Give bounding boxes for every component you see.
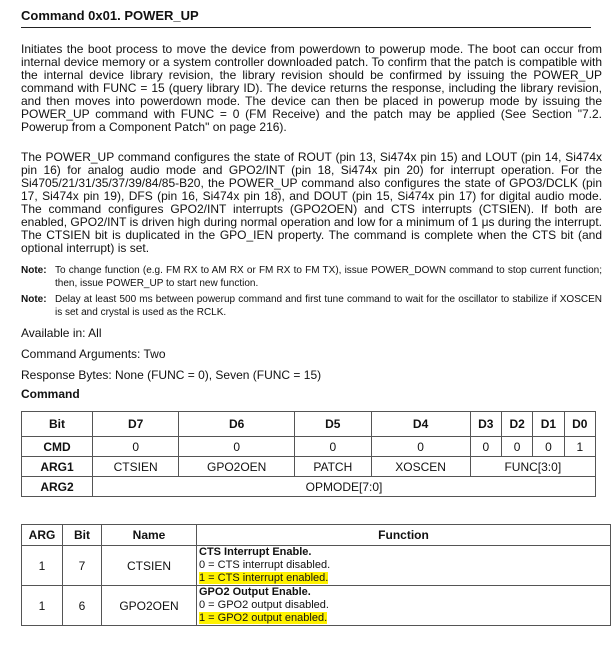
function-option: 0 = CTS interrupt disabled. [199, 559, 331, 571]
table-cell: 7 [63, 546, 102, 586]
table-row [22, 586, 611, 626]
note-text: To change function (e.g. FM RX to AM RX or FM RX to FM TX), issue POWER_DOWN command to stop current function; then, issue POWER_UP to start new function. [55, 265, 602, 289]
table-row [22, 437, 596, 457]
table-cell: OPMODE[7:0] [93, 477, 596, 497]
table-cell: 0 [533, 437, 564, 457]
table-cell: CTSIEN [93, 457, 179, 477]
table-cell: FUNC[3:0] [470, 457, 595, 477]
table-cell: 0 [501, 437, 532, 457]
command-bit-table [21, 411, 596, 497]
header-cell: D3 [470, 412, 501, 437]
header-cell: D0 [564, 412, 595, 437]
function-title: GPO2 Output Enable. [199, 586, 311, 598]
table-cell: XOSCEN [371, 457, 470, 477]
table-cell: 0 [295, 437, 371, 457]
table-cell: 6 [63, 586, 102, 626]
table-cell: 0 [93, 437, 179, 457]
table-cell: 1 [22, 586, 63, 626]
header-cell: ARG [22, 525, 63, 546]
function-cell [197, 546, 611, 586]
note-label: Note: [21, 294, 47, 305]
highlighted-function-option: 1 = GPO2 output enabled. [199, 612, 328, 624]
table-row [22, 477, 596, 497]
row-label: ARG1 [22, 457, 93, 477]
header-cell: D5 [295, 412, 371, 437]
table-cell: CTSIEN [102, 546, 197, 586]
header-cell: Bit [22, 412, 93, 437]
page-title: Command 0x01. POWER_UP [21, 8, 591, 28]
header-cell: D6 [179, 412, 295, 437]
header-cell: D7 [93, 412, 179, 437]
table-cell: 1 [564, 437, 595, 457]
table-cell: GPO2OEN [102, 586, 197, 626]
table-cell: PATCH [295, 457, 371, 477]
available-in: Available in: All [21, 326, 102, 340]
header-cell: Bit [63, 525, 102, 546]
header-cell: Function [197, 525, 611, 546]
command-arguments: Command Arguments: Two [21, 347, 166, 361]
table-cell: 0 [470, 437, 501, 457]
config-paragraph: The POWER_UP command configures the state of ROUT (pin 13, Si474x pin 15) and LOUT (pin 14, Si474x pin 16) for analog audio mode and GPO2/INT (pin 18, Si474x pin 20) for interrupt operation. For the Si4705/21/31/35/37/39/84/85-B20, the POWER_UP command also configures the state of GPO3/DCLK (pin 17, Si474x pin 19), DFS (pin 16, Si474x pin 18), and DOUT (pin 15, Si474x pin 17) for digital audio mode. The command configures GPO2/INT interrupts (GPO2OEN) and CTS interrupts (CTSIEN). If both are enabled, GPO2/INT is driven high during normal operation and low for a minimum of 1 μs during the interrupt. The CTSIEN bit is duplicated in the GPO_IEN property. The command is complete when the CTS bit (and optional interrupt) is set. [21, 150, 602, 255]
row-label: ARG2 [22, 477, 93, 497]
row-label: CMD [22, 437, 93, 457]
argument-function-table [21, 524, 611, 626]
highlighted-function-option: 1 = CTS interrupt enabled. [199, 572, 329, 584]
note-change-function [21, 264, 602, 290]
header-cell: D2 [501, 412, 532, 437]
header-cell: D4 [371, 412, 470, 437]
table-header-row [22, 525, 611, 546]
note-text: Delay at least 500 ms between powerup command and first tune command to wait for the oscillator to stabilize if XOSCEN is set and crystal is used as the RCLK. [55, 294, 602, 318]
note-delay [21, 293, 602, 319]
function-cell [197, 586, 611, 626]
table-header-row [22, 412, 596, 437]
table-cell: 0 [179, 437, 295, 457]
table-cell: 1 [22, 546, 63, 586]
table-row [22, 546, 611, 586]
table-row [22, 457, 596, 477]
function-option: 0 = GPO2 output disabled. [199, 599, 329, 611]
command-heading: Command [21, 387, 80, 401]
intro-paragraph: Initiates the boot process to move the device from powerdown to powerup mode. The boot can occur from internal device memory or a system controller downloaded patch. To confirm that the patch is compatible with the internal device library revision, the library revision should be confirmed by issuing the POWER_UP command with FUNC = 15 (query library ID). The device returns the response, including the library revision, and then moves into powerdown mode. The device can then be placed in powerup mode by issuing the POWER_UP command with FUNC = 0 (FM Receive) and the patch may be applied (See Section "7.2. Powerup from a Component Patch" on page 216). [21, 42, 602, 134]
note-label: Note: [21, 265, 47, 276]
function-title: CTS Interrupt Enable. [199, 546, 312, 558]
response-bytes: Response Bytes: None (FUNC = 0), Seven (FUNC = 15) [21, 368, 322, 382]
header-cell: D1 [533, 412, 564, 437]
header-cell: Name [102, 525, 197, 546]
table-cell: 0 [371, 437, 470, 457]
table-cell: GPO2OEN [179, 457, 295, 477]
